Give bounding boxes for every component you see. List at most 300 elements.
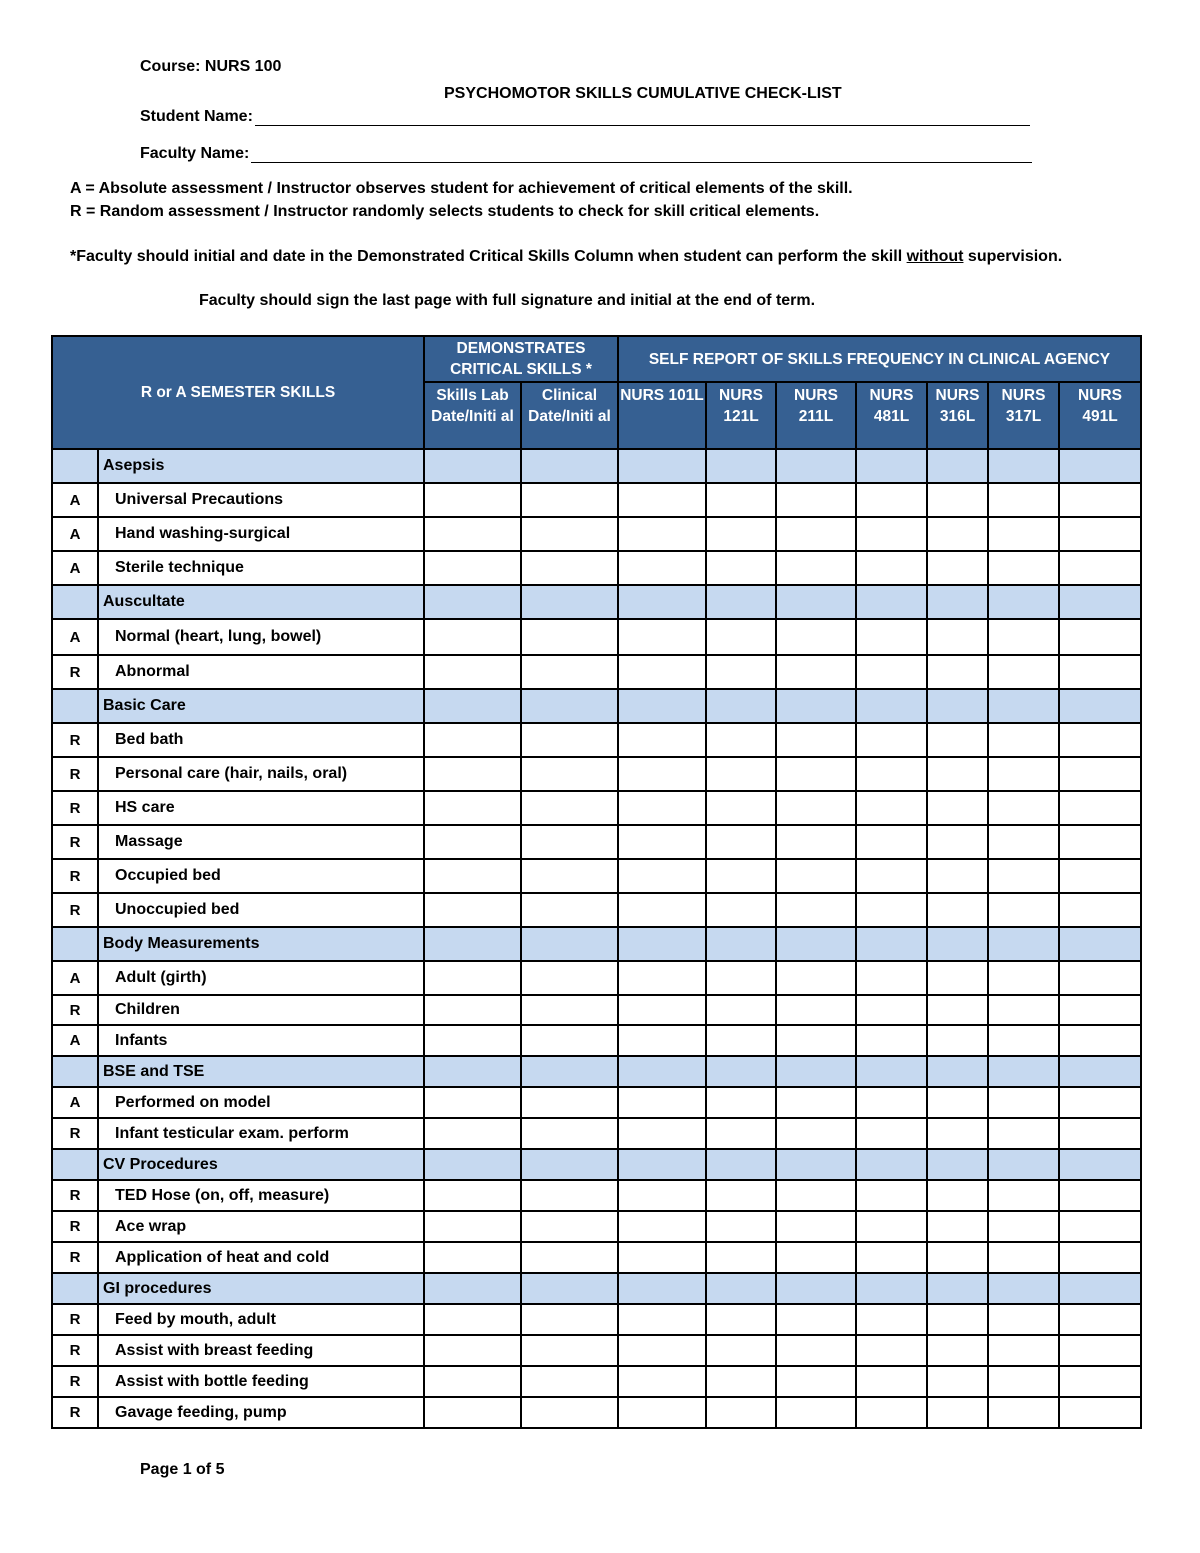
entry-cell <box>618 689 706 723</box>
entry-cell[interactable] <box>618 791 706 825</box>
skill-label: HS care <box>98 791 424 825</box>
entry-cell[interactable] <box>1059 1335 1141 1366</box>
entry-cell[interactable] <box>776 791 856 825</box>
entry-cell[interactable] <box>706 961 776 995</box>
entry-cell[interactable] <box>776 517 856 551</box>
entry-cell[interactable] <box>1059 619 1141 655</box>
entry-cell[interactable] <box>856 961 927 995</box>
entry-cell[interactable] <box>424 723 521 757</box>
entry-cell[interactable] <box>927 1366 988 1397</box>
entry-cell[interactable] <box>988 1397 1059 1428</box>
entry-cell[interactable] <box>521 517 618 551</box>
entry-cell[interactable] <box>706 1180 776 1211</box>
entry-cell[interactable] <box>988 1118 1059 1149</box>
entry-cell[interactable] <box>776 551 856 585</box>
entry-cell[interactable] <box>618 1335 706 1366</box>
entry-cell[interactable] <box>927 1242 988 1273</box>
entry-cell[interactable] <box>424 1118 521 1149</box>
entry-cell[interactable] <box>1059 1304 1141 1335</box>
entry-cell[interactable] <box>856 1211 927 1242</box>
assessment-type-cell: R <box>52 893 98 927</box>
entry-cell[interactable] <box>1059 961 1141 995</box>
entry-cell[interactable] <box>618 1242 706 1273</box>
entry-cell[interactable] <box>618 825 706 859</box>
entry-cell[interactable] <box>1059 893 1141 927</box>
entry-cell <box>424 1056 521 1087</box>
skill-row <box>52 1025 1141 1056</box>
skill-label: Children <box>98 995 424 1025</box>
assessment-type-cell: R <box>52 1118 98 1149</box>
entry-cell <box>856 1149 927 1180</box>
entry-cell[interactable] <box>521 757 618 791</box>
entry-cell[interactable] <box>706 791 776 825</box>
entry-cell[interactable] <box>988 1366 1059 1397</box>
entry-cell[interactable] <box>706 825 776 859</box>
entry-cell <box>988 689 1059 723</box>
entry-cell[interactable] <box>856 859 927 893</box>
entry-cell[interactable] <box>776 483 856 517</box>
skill-row <box>52 619 1141 655</box>
entry-cell[interactable] <box>988 1025 1059 1056</box>
entry-cell[interactable] <box>776 1211 856 1242</box>
assessment-type-cell: A <box>52 1087 98 1118</box>
entry-cell[interactable] <box>1059 551 1141 585</box>
entry-cell[interactable] <box>424 825 521 859</box>
skill-label: Personal care (hair, nails, oral) <box>98 757 424 791</box>
skill-label: Performed on model <box>98 1087 424 1118</box>
entry-cell[interactable] <box>776 995 856 1025</box>
nurs-317l-column-header: NURS 317L <box>988 382 1059 449</box>
entry-cell <box>424 689 521 723</box>
entry-cell <box>1059 1273 1141 1304</box>
entry-cell[interactable] <box>927 1397 988 1428</box>
skill-row <box>52 757 1141 791</box>
category-label: CV Procedures <box>98 1149 424 1180</box>
entry-cell[interactable] <box>618 995 706 1025</box>
entry-cell <box>856 1273 927 1304</box>
entry-cell[interactable] <box>424 859 521 893</box>
entry-cell[interactable] <box>776 1242 856 1273</box>
entry-cell <box>521 1273 618 1304</box>
entry-cell[interactable] <box>776 1304 856 1335</box>
entry-cell[interactable] <box>424 893 521 927</box>
student-name-label: Student Name: <box>140 108 253 125</box>
entry-cell[interactable] <box>927 1025 988 1056</box>
entry-cell[interactable] <box>988 619 1059 655</box>
entry-cell[interactable] <box>988 961 1059 995</box>
entry-cell[interactable] <box>988 1180 1059 1211</box>
entry-cell <box>706 449 776 483</box>
entry-cell[interactable] <box>856 1397 927 1428</box>
skill-row <box>52 995 1141 1025</box>
entry-cell[interactable] <box>424 995 521 1025</box>
entry-cell[interactable] <box>856 791 927 825</box>
entry-cell[interactable] <box>856 483 927 517</box>
entry-cell[interactable] <box>521 1025 618 1056</box>
entry-cell[interactable] <box>988 1242 1059 1273</box>
entry-cell[interactable] <box>856 723 927 757</box>
assessment-type-cell: R <box>52 1335 98 1366</box>
entry-cell[interactable] <box>1059 825 1141 859</box>
entry-cell[interactable] <box>776 655 856 689</box>
entry-cell[interactable] <box>1059 1180 1141 1211</box>
entry-cell <box>521 927 618 961</box>
entry-cell[interactable] <box>618 655 706 689</box>
entry-cell[interactable] <box>618 483 706 517</box>
assessment-type-cell: R <box>52 859 98 893</box>
entry-cell[interactable] <box>521 1304 618 1335</box>
entry-cell <box>706 1149 776 1180</box>
entry-cell[interactable] <box>856 1180 927 1211</box>
assessment-type-cell: A <box>52 1025 98 1056</box>
assessment-type-cell <box>52 1149 98 1180</box>
entry-cell[interactable] <box>988 1335 1059 1366</box>
entry-cell <box>618 1056 706 1087</box>
entry-cell[interactable] <box>856 619 927 655</box>
entry-cell[interactable] <box>988 655 1059 689</box>
entry-cell[interactable] <box>521 1180 618 1211</box>
entry-cell[interactable] <box>776 1118 856 1149</box>
category-row <box>52 1273 1141 1304</box>
entry-cell[interactable] <box>618 1180 706 1211</box>
entry-cell[interactable] <box>706 1025 776 1056</box>
assessment-type-cell: R <box>52 757 98 791</box>
entry-cell[interactable] <box>521 825 618 859</box>
entry-cell[interactable] <box>521 893 618 927</box>
entry-cell[interactable] <box>927 1180 988 1211</box>
entry-cell[interactable] <box>856 1118 927 1149</box>
entry-cell[interactable] <box>424 757 521 791</box>
category-row <box>52 927 1141 961</box>
entry-cell[interactable] <box>1059 757 1141 791</box>
entry-cell[interactable] <box>988 757 1059 791</box>
entry-cell[interactable] <box>776 961 856 995</box>
category-row <box>52 449 1141 483</box>
entry-cell[interactable] <box>1059 995 1141 1025</box>
entry-cell[interactable] <box>424 483 521 517</box>
entry-cell[interactable] <box>424 1211 521 1242</box>
skill-label: Unoccupied bed <box>98 893 424 927</box>
entry-cell[interactable] <box>521 1087 618 1118</box>
entry-cell[interactable] <box>776 1087 856 1118</box>
entry-cell[interactable] <box>776 619 856 655</box>
entry-cell[interactable] <box>776 1180 856 1211</box>
entry-cell[interactable] <box>988 723 1059 757</box>
entry-cell[interactable] <box>856 757 927 791</box>
entry-cell <box>1059 689 1141 723</box>
entry-cell[interactable] <box>776 723 856 757</box>
entry-cell[interactable] <box>706 655 776 689</box>
skill-row <box>52 1087 1141 1118</box>
entry-cell[interactable] <box>618 1087 706 1118</box>
entry-cell <box>618 585 706 619</box>
entry-cell[interactable] <box>927 859 988 893</box>
category-row <box>52 1056 1141 1087</box>
entry-cell <box>706 585 776 619</box>
entry-cell[interactable] <box>988 1087 1059 1118</box>
entry-cell[interactable] <box>521 1335 618 1366</box>
entry-cell[interactable] <box>521 483 618 517</box>
entry-cell[interactable] <box>856 893 927 927</box>
faculty-name-field[interactable] <box>251 146 1032 163</box>
entry-cell <box>927 1149 988 1180</box>
assessment-type-cell: R <box>52 723 98 757</box>
entry-cell <box>1059 1149 1141 1180</box>
entry-cell[interactable] <box>618 1211 706 1242</box>
student-name-field[interactable] <box>255 109 1030 126</box>
entry-cell[interactable] <box>618 1366 706 1397</box>
self-report-header: SELF REPORT OF SKILLS FREQUENCY IN CLINICAL AGENCY <box>618 336 1141 382</box>
entry-cell[interactable] <box>706 995 776 1025</box>
entry-cell[interactable] <box>988 859 1059 893</box>
entry-cell[interactable] <box>424 1304 521 1335</box>
assessment-type-cell <box>52 449 98 483</box>
entry-cell[interactable] <box>988 791 1059 825</box>
entry-cell[interactable] <box>1059 517 1141 551</box>
assessment-type-cell: A <box>52 551 98 585</box>
entry-cell[interactable] <box>927 757 988 791</box>
entry-cell[interactable] <box>856 1304 927 1335</box>
assessment-type-cell: A <box>52 517 98 551</box>
entry-cell[interactable] <box>706 517 776 551</box>
entry-cell[interactable] <box>706 859 776 893</box>
entry-cell[interactable] <box>521 791 618 825</box>
entry-cell[interactable] <box>776 757 856 791</box>
entry-cell[interactable] <box>618 619 706 655</box>
assessment-type-cell: A <box>52 961 98 995</box>
note-random: R = Random assessment / Instructor randomly selects students to check for skill critical elements. <box>70 203 820 220</box>
entry-cell[interactable] <box>927 1118 988 1149</box>
demonstrates-critical-skills-header: DEMONSTRATES CRITICAL SKILLS * <box>424 336 618 382</box>
entry-cell[interactable] <box>706 723 776 757</box>
entry-cell[interactable] <box>1059 723 1141 757</box>
entry-cell[interactable] <box>776 1366 856 1397</box>
entry-cell[interactable] <box>927 619 988 655</box>
entry-cell[interactable] <box>706 1397 776 1428</box>
entry-cell <box>856 585 927 619</box>
entry-cell[interactable] <box>424 961 521 995</box>
entry-cell[interactable] <box>1059 859 1141 893</box>
entry-cell[interactable] <box>856 551 927 585</box>
skill-row <box>52 791 1141 825</box>
nurs-491l-column-header: NURS 491L <box>1059 382 1141 449</box>
entry-cell[interactable] <box>706 757 776 791</box>
skill-row <box>52 1397 1141 1428</box>
entry-cell <box>424 449 521 483</box>
entry-cell[interactable] <box>424 791 521 825</box>
entry-cell <box>521 1149 618 1180</box>
entry-cell[interactable] <box>988 483 1059 517</box>
entry-cell[interactable] <box>706 551 776 585</box>
entry-cell[interactable] <box>706 1118 776 1149</box>
entry-cell[interactable] <box>1059 1366 1141 1397</box>
entry-cell <box>776 1056 856 1087</box>
entry-cell[interactable] <box>521 1211 618 1242</box>
entry-cell[interactable] <box>856 1242 927 1273</box>
entry-cell[interactable] <box>706 483 776 517</box>
entry-cell[interactable] <box>424 1180 521 1211</box>
entry-cell[interactable] <box>521 1118 618 1149</box>
entry-cell[interactable] <box>521 619 618 655</box>
entry-cell[interactable] <box>927 961 988 995</box>
entry-cell <box>424 1273 521 1304</box>
entry-cell[interactable] <box>927 893 988 927</box>
entry-cell[interactable] <box>424 1242 521 1273</box>
entry-cell[interactable] <box>521 655 618 689</box>
entry-cell[interactable] <box>424 1397 521 1428</box>
entry-cell[interactable] <box>1059 1025 1141 1056</box>
assessment-type-cell: R <box>52 995 98 1025</box>
assessment-type-cell: R <box>52 1366 98 1397</box>
entry-cell[interactable] <box>618 1304 706 1335</box>
category-label: GI procedures <box>98 1273 424 1304</box>
entry-cell <box>776 1273 856 1304</box>
entry-cell[interactable] <box>706 1304 776 1335</box>
entry-cell[interactable] <box>927 655 988 689</box>
entry-cell[interactable] <box>618 1397 706 1428</box>
entry-cell[interactable] <box>856 517 927 551</box>
entry-cell <box>988 1149 1059 1180</box>
entry-cell <box>521 1056 618 1087</box>
entry-cell[interactable] <box>706 1366 776 1397</box>
entry-cell[interactable] <box>776 893 856 927</box>
entry-cell[interactable] <box>927 791 988 825</box>
entry-cell[interactable] <box>424 1335 521 1366</box>
entry-cell <box>856 449 927 483</box>
entry-cell[interactable] <box>1059 1118 1141 1149</box>
entry-cell[interactable] <box>618 1118 706 1149</box>
entry-cell <box>521 585 618 619</box>
entry-cell[interactable] <box>1059 1211 1141 1242</box>
entry-cell[interactable] <box>856 1025 927 1056</box>
entry-cell[interactable] <box>988 1211 1059 1242</box>
entry-cell[interactable] <box>618 961 706 995</box>
skill-label: Abnormal <box>98 655 424 689</box>
entry-cell <box>706 927 776 961</box>
faculty-name-label: Faculty Name: <box>140 145 250 162</box>
entry-cell[interactable] <box>988 995 1059 1025</box>
entry-cell[interactable] <box>618 551 706 585</box>
assessment-type-cell <box>52 585 98 619</box>
nurs-481l-column-header: NURS 481L <box>856 382 927 449</box>
entry-cell <box>776 689 856 723</box>
entry-cell[interactable] <box>618 723 706 757</box>
entry-cell[interactable] <box>856 825 927 859</box>
entry-cell[interactable] <box>927 1304 988 1335</box>
entry-cell[interactable] <box>706 1242 776 1273</box>
entry-cell[interactable] <box>988 825 1059 859</box>
entry-cell[interactable] <box>1059 1397 1141 1428</box>
entry-cell[interactable] <box>988 893 1059 927</box>
entry-cell[interactable] <box>776 1025 856 1056</box>
entry-cell[interactable] <box>988 1304 1059 1335</box>
skill-label: Feed by mouth, adult <box>98 1304 424 1335</box>
category-label: Basic Care <box>98 689 424 723</box>
entry-cell[interactable] <box>618 757 706 791</box>
entry-cell[interactable] <box>521 1242 618 1273</box>
skill-row <box>52 551 1141 585</box>
entry-cell[interactable] <box>1059 791 1141 825</box>
entry-cell[interactable] <box>424 517 521 551</box>
entry-cell[interactable] <box>706 1335 776 1366</box>
entry-cell[interactable] <box>618 1025 706 1056</box>
entry-cell[interactable] <box>927 723 988 757</box>
entry-cell[interactable] <box>1059 1242 1141 1273</box>
entry-cell[interactable] <box>927 551 988 585</box>
entry-cell[interactable] <box>988 551 1059 585</box>
entry-cell[interactable] <box>618 517 706 551</box>
entry-cell[interactable] <box>776 1397 856 1428</box>
entry-cell[interactable] <box>927 1211 988 1242</box>
entry-cell[interactable] <box>927 995 988 1025</box>
entry-cell <box>1059 1056 1141 1087</box>
entry-cell <box>927 1273 988 1304</box>
entry-cell[interactable] <box>776 1335 856 1366</box>
entry-cell[interactable] <box>521 1366 618 1397</box>
entry-cell[interactable] <box>776 825 856 859</box>
entry-cell[interactable] <box>927 483 988 517</box>
entry-cell[interactable] <box>1059 483 1141 517</box>
entry-cell[interactable] <box>1059 655 1141 689</box>
entry-cell <box>927 1056 988 1087</box>
entry-cell[interactable] <box>706 893 776 927</box>
skill-row <box>52 517 1141 551</box>
entry-cell[interactable] <box>776 859 856 893</box>
entry-cell[interactable] <box>521 551 618 585</box>
skill-row <box>52 893 1141 927</box>
entry-cell[interactable] <box>927 825 988 859</box>
assessment-type-cell: R <box>52 1397 98 1428</box>
entry-cell[interactable] <box>424 619 521 655</box>
skill-label: Massage <box>98 825 424 859</box>
skill-label: Adult (girth) <box>98 961 424 995</box>
entry-cell[interactable] <box>856 655 927 689</box>
entry-cell[interactable] <box>424 655 521 689</box>
entry-cell[interactable] <box>856 995 927 1025</box>
entry-cell <box>927 449 988 483</box>
nurs-211l-column-header: NURS 211L <box>776 382 856 449</box>
entry-cell[interactable] <box>521 859 618 893</box>
entry-cell[interactable] <box>521 961 618 995</box>
entry-cell[interactable] <box>706 1211 776 1242</box>
entry-cell[interactable] <box>424 551 521 585</box>
entry-cell[interactable] <box>706 619 776 655</box>
entry-cell[interactable] <box>521 723 618 757</box>
entry-cell[interactable] <box>927 1087 988 1118</box>
entry-cell[interactable] <box>521 1397 618 1428</box>
entry-cell[interactable] <box>706 1087 776 1118</box>
entry-cell <box>521 689 618 723</box>
entry-cell <box>706 1056 776 1087</box>
entry-cell[interactable] <box>521 995 618 1025</box>
entry-cell[interactable] <box>856 1366 927 1397</box>
entry-cell[interactable] <box>856 1335 927 1366</box>
entry-cell[interactable] <box>618 893 706 927</box>
category-label: Auscultate <box>98 585 424 619</box>
entry-cell[interactable] <box>856 1087 927 1118</box>
category-label: Body Measurements <box>98 927 424 961</box>
entry-cell[interactable] <box>424 1025 521 1056</box>
entry-cell[interactable] <box>988 517 1059 551</box>
entry-cell[interactable] <box>424 1366 521 1397</box>
entry-cell[interactable] <box>1059 1087 1141 1118</box>
entry-cell <box>988 449 1059 483</box>
entry-cell[interactable] <box>618 859 706 893</box>
entry-cell[interactable] <box>927 1335 988 1366</box>
entry-cell[interactable] <box>424 1087 521 1118</box>
assessment-type-cell: R <box>52 1180 98 1211</box>
entry-cell[interactable] <box>927 517 988 551</box>
